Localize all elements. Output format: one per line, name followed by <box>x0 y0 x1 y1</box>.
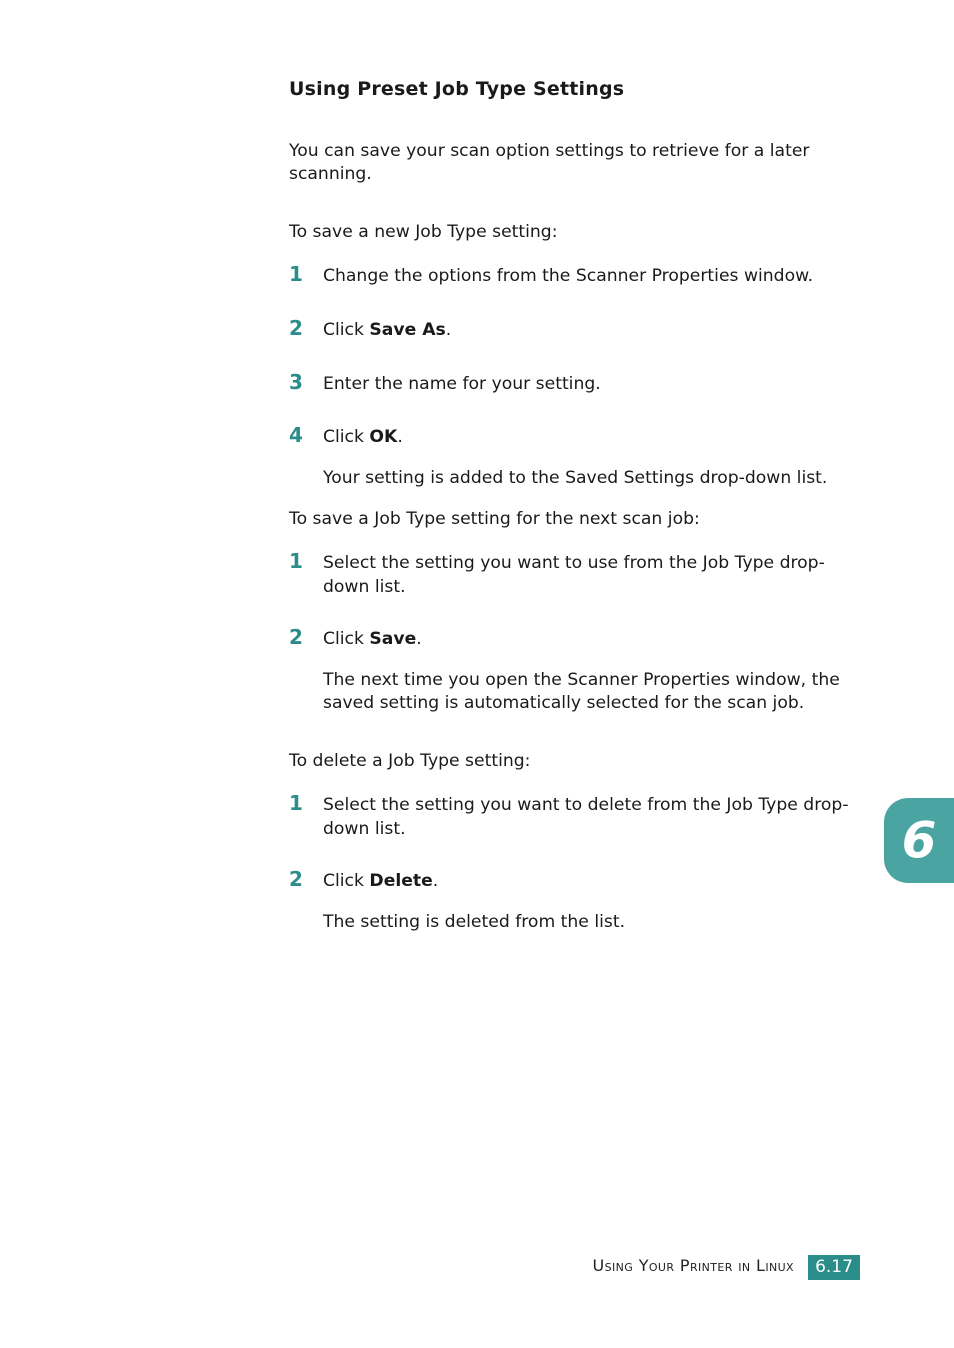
step-text: Select the setting you want to delete from the Job Type drop-down list. <box>323 795 849 839</box>
page-number: 6.17 <box>808 1255 860 1280</box>
step-text: Click Delete. <box>323 871 439 891</box>
step-text: Click OK. <box>323 427 403 447</box>
step-text: Select the setting you want to use from the Job Type drop-down list. <box>323 553 825 597</box>
step-number: 3 <box>289 370 303 394</box>
section-heading: Using Preset Job Type Settings <box>289 78 625 100</box>
step-number: 1 <box>289 549 303 573</box>
step-number: 2 <box>289 316 303 340</box>
ui-term: Delete <box>369 871 433 891</box>
step-note: The next time you open the Scanner Properties window, the saved setting is automatically selected for the scan job. <box>323 670 840 713</box>
step-number: 2 <box>289 625 303 649</box>
save-next-lead: To save a Job Type setting for the next scan job: <box>289 509 700 529</box>
intro-paragraph: You can save your scan option settings to retrieve for a later scanning. <box>289 141 810 184</box>
step-text: Change the options from the Scanner Properties window. <box>323 266 814 286</box>
save-new-lead: To save a new Job Type setting: <box>289 222 558 242</box>
step-text: Enter the name for your setting. <box>323 374 601 394</box>
ui-term: Save As <box>369 320 446 340</box>
chapter-number: 6 <box>901 811 937 869</box>
step-text: Click Save. <box>323 629 422 649</box>
step-text: Click Save As. <box>323 320 452 340</box>
delete-lead: To delete a Job Type setting: <box>289 751 531 771</box>
step-number: 1 <box>289 791 303 815</box>
step-number: 1 <box>289 262 303 286</box>
ui-term: Save <box>369 629 417 649</box>
footer-title: Using Your Printer in Linux <box>592 1256 794 1275</box>
step-note: The setting is deleted from the list. <box>323 912 626 932</box>
step-note: Your setting is added to the Saved Settings drop-down list. <box>323 468 828 488</box>
step-number: 2 <box>289 867 303 891</box>
step-number: 4 <box>289 423 303 447</box>
chapter-tab <box>884 798 954 883</box>
ui-term: OK <box>369 427 398 447</box>
